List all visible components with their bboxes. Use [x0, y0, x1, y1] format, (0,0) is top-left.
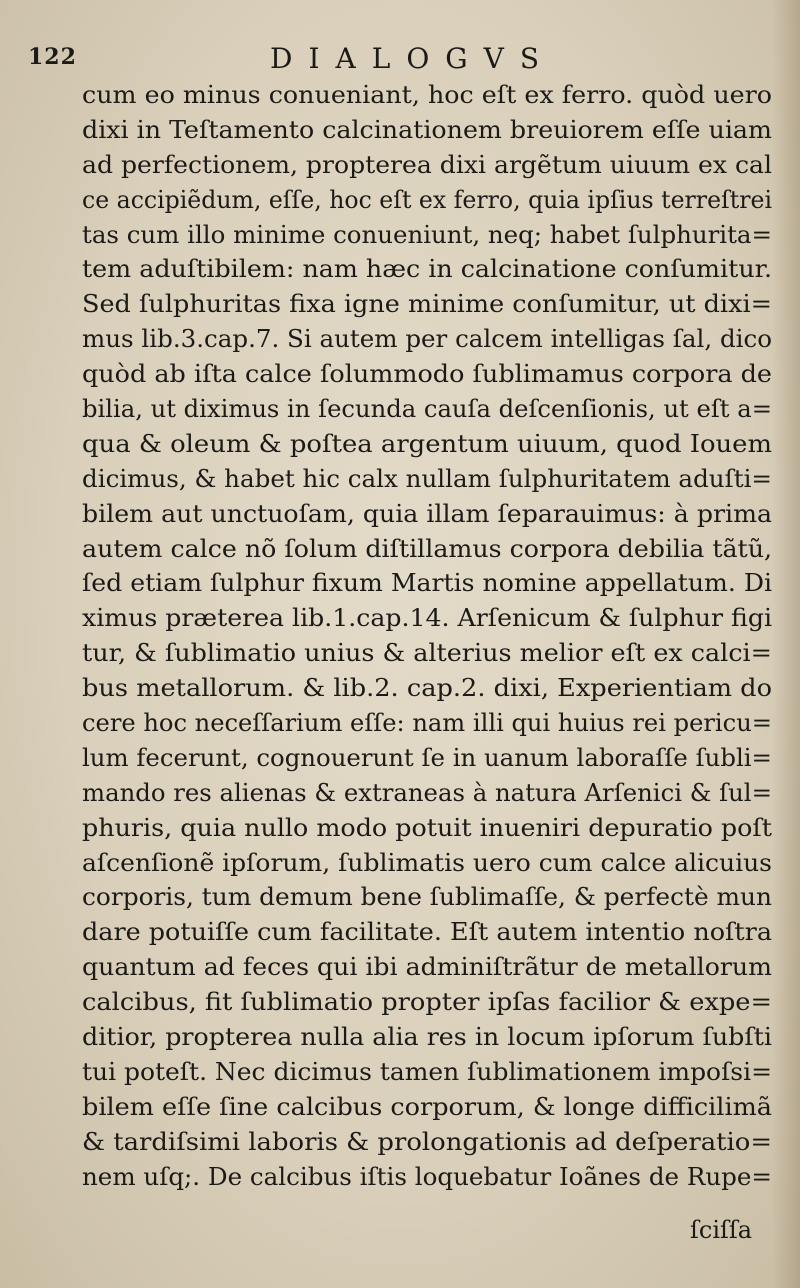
text-line: corporis, tum demum bene ſublimaſſe, & perfectè mun [82, 883, 772, 912]
text-line: quantum ad feces qui ibi adminiſtrãtur de metallorum [82, 953, 772, 982]
text-line: calcibus, fit ſublimatio propter ipſas facilior & expe= [82, 988, 772, 1017]
text-line: dicimus, & habet hic calx nullam ſulphuritatem aduſti= [82, 464, 772, 493]
text-line: bus metallorum. & lib.2. cap.2. dixi, Experientiam do [82, 674, 773, 703]
text-line: lum fecerunt, cognouerunt ſe in uanum laboraſſe ſubli= [82, 743, 772, 772]
text-line: mus lib.3.cap.7. Si autem per calcem intelligas ſal, dico [82, 325, 772, 354]
text-line: bilem aut unctuoſam, quia illam ſeparauimus: à prima [82, 499, 772, 528]
text-line: qua & oleum & poſtea argentum uiuum, quod Iouem [82, 429, 772, 458]
text-line: tas cum illo minime conueniunt, neq; habet ſulphurita= [82, 220, 772, 249]
text-line: cere hoc neceſſarium eſſe: nam illi qui huius rei pericu= [82, 709, 772, 738]
text-line: ce accipiẽdum, eſſe, hoc eſt ex ferro, quia ipſius terreſtrei [82, 185, 772, 214]
text-line: autem calce nõ ſolum diſtillamus corpora debilia tãtũ, [82, 534, 772, 563]
running-head: DIALOGVS [270, 42, 556, 75]
text-line: & tardiſsimi laboris & prolongationis ad deſperatio= [82, 1127, 772, 1156]
text-line: ſed etiam ſulphur fixum Martis nomine appellatum. Di [82, 569, 772, 598]
page-number: 122 [28, 44, 77, 70]
text-line: tur, & ſublimatio unius & alterius melior eſt ex calci= [82, 639, 772, 668]
text-line: tem aduſtibilem: nam hæc in calcinatione conſumitur. [82, 255, 772, 284]
text-line: quòd ab iſta calce ſolummodo ſublimamus corpora de [82, 360, 772, 389]
text-line: dixi in Teſtamento calcinationem breuiorem eſſe uiam [82, 115, 772, 144]
text-line: Sed ſulphuritas fixa igne minime conſumitur, ut dixi= [82, 290, 772, 319]
catchword: ſciſſa [690, 1216, 753, 1244]
text-line: tui poteſt. Nec dicimus tamen ſublimationem impoſsi= [82, 1057, 772, 1086]
text-line: bilem eſſe ſine calcibus corporum, & longe difficilimã [82, 1092, 772, 1121]
body-text [82, 78, 772, 1195]
text-line: cum eo minus conueniant, hoc eſt ex ferro. quòd uero [82, 81, 772, 109]
text-line: mando res alienas & extraneas à natura Arſenici & ſul= [82, 778, 772, 807]
text-line: ditior, propterea nulla alia res in locum ipſorum ſubſti [82, 1023, 772, 1052]
text-line: nem uſq;. De calcibus iſtis loquebatur Ioãnes de Rupe= [82, 1162, 772, 1191]
text-line: aſcenſionẽ ipſorum, ſublimatis uero cum calce alicuius [82, 848, 772, 877]
text-line: ad perfectionem, propterea dixi argẽtum uiuum ex cal [82, 150, 772, 179]
text-line: ximus præterea lib.1.cap.14. Arſenicum & ſulphur figi [82, 604, 772, 633]
text-line: dare potuiſſe cum facilitate. Eſt autem intentio noſtra [82, 918, 772, 947]
text-line: bilia, ut diximus in ſecunda cauſa deſcenſionis, ut eſt a= [82, 395, 772, 424]
text-line: phuris, quia nullo modo potuit inueniri depuratio poſt [82, 813, 772, 842]
